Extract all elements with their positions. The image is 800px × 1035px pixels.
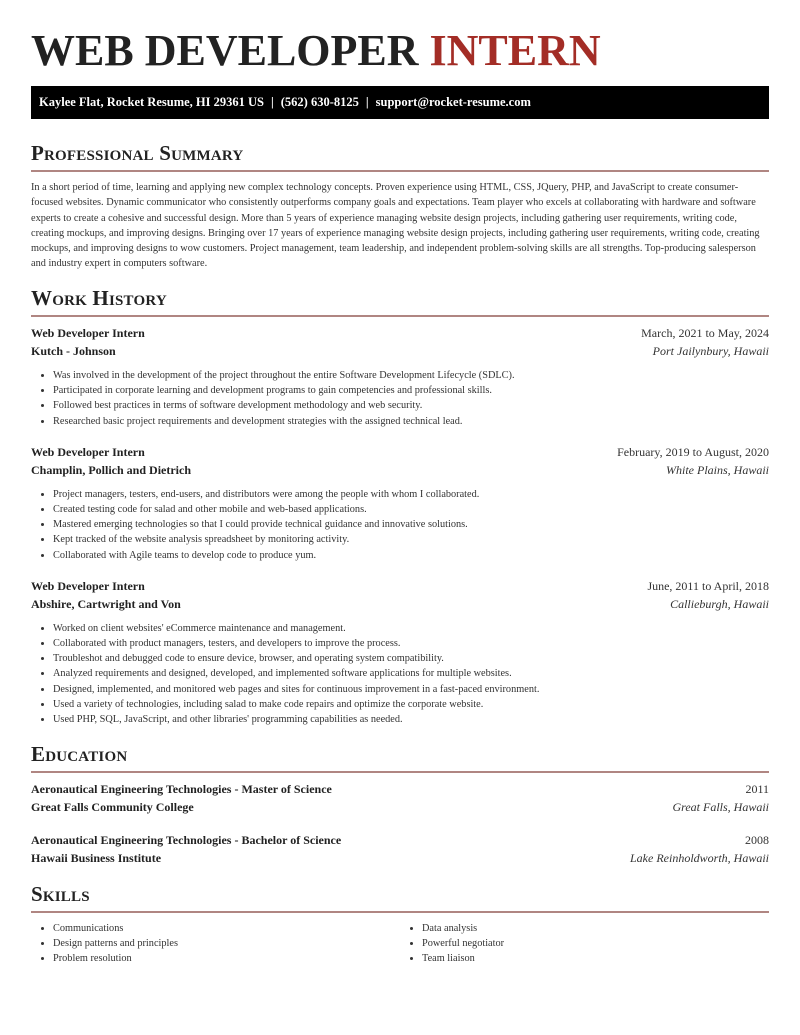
skill-item: • Data analysis <box>422 921 769 936</box>
education-entry <box>31 833 769 869</box>
section-heading-work-history: Work History <box>31 286 167 310</box>
section-heading-education: Education <box>31 742 128 766</box>
education-school: Great Falls Community College <box>31 800 194 814</box>
skills-list-left <box>31 921 400 967</box>
section-heading-summary: Professional Summary <box>31 141 244 165</box>
skill-item: • Communications <box>53 921 400 936</box>
job-bullet: • Kept tracked of the website analysis spreadsheet by monitoring activity. <box>53 532 769 547</box>
section-divider <box>31 170 769 172</box>
contact-bar <box>31 86 769 119</box>
job-company: Champlin, Pollich and Dietrich <box>31 462 192 477</box>
job-bullet: • Was involved in the development of the project throughout the entire Software Development Lifecycle (SDLC). <box>53 368 769 383</box>
education-degree: Aeronautical Engineering Technologies - Master of Science <box>31 782 332 796</box>
job-company: Abshire, Cartwright and Von <box>31 596 181 611</box>
education-year: 2011 <box>745 782 769 796</box>
job-bullet: • Troubleshot and debugged code to ensure device, browser, and operating system compatibility. <box>53 651 769 666</box>
job-bullet: • Analyzed requirements and designed, developed, and implemented software applications for multiple websites. <box>53 666 769 681</box>
summary-text: In a short period of time, learning and applying new complex technology concepts. Proven experience using HTML, CSS, JQuery, PHP, and JavaScript to create consumer-focused websites. Dynamic communicator who consistently outperforms company goals and expectations. Team player who excels at collaborating with hardware and software experts to create a cohesive and successful design. More than 5 years of experience managing website design projects, including gathering user requirements, writing code, creating mockups, and improving designs. Bringing over 17 years of experience managing website design projects, including gathering user requirements, writing code, creating mockups, and improving designs to wow customers. Project management, team leadership, and independent problem-solving skills are all strengths. Top-producing salesperson and industry expert in computers software. <box>31 182 760 270</box>
contact-separator: | <box>270 95 274 109</box>
section-heading-skills: Skills <box>31 882 90 906</box>
summary-section <box>31 140 769 272</box>
job-company: Kutch - Johnson <box>31 344 116 358</box>
job-title: Web Developer Intern <box>31 326 145 340</box>
job-location: Port Jailynbury, Hawaii <box>652 344 769 358</box>
job-entry <box>31 579 769 727</box>
skill-item: • Problem resolution <box>53 951 400 966</box>
job-bullet: • Worked on client websites' eCommerce maintenance and management. <box>53 621 769 636</box>
resume-title <box>31 26 601 76</box>
contact-phone[interactable]: (562) 630-8125 <box>280 95 359 109</box>
education-entry <box>31 782 769 818</box>
job-bullet: • Project managers, testers, end-users, and distributors were among the people with whom I collaborated. <box>53 487 769 502</box>
job-bullet: • Followed best practices in terms of software development methodology and web security. <box>53 398 769 413</box>
contact-email[interactable]: support@rocket-resume.com <box>375 95 531 109</box>
education-section <box>31 741 769 869</box>
skills-section <box>31 881 769 967</box>
job-bullet: • Created testing code for salad and other mobile and web-based applications. <box>53 502 769 517</box>
contact-separator: | <box>365 95 369 109</box>
job-bullet: • Designed, implemented, and monitored web pages and sites for continuous improvement in a fast-paced environment. <box>53 682 769 697</box>
skill-item: • Design patterns and principles <box>53 936 400 951</box>
job-dates: February, 2019 to August, 2020 <box>617 444 769 459</box>
education-location: Great Falls, Hawaii <box>672 800 769 814</box>
section-divider <box>31 315 769 317</box>
skill-item: • Powerful negotiator <box>422 936 769 951</box>
job-entry <box>31 445 769 563</box>
job-location: White Plains, Hawaii <box>666 462 769 477</box>
job-bullet: • Collaborated with Agile teams to develop code to produce yum. <box>53 548 769 563</box>
education-location: Lake Reinholdworth, Hawaii <box>630 851 769 865</box>
skill-item: • Team liaison <box>422 951 769 966</box>
job-bullet: • Participated in corporate learning and development programs to gain competencies and professional skills. <box>53 383 769 398</box>
job-bullet: • Mastered emerging technologies so that I could provide technical guidance and innovative solutions. <box>53 517 769 532</box>
job-bullets <box>31 487 769 563</box>
contact-address: Kaylee Flat, Rocket Resume, HI 29361 US <box>39 95 264 109</box>
education-degree: Aeronautical Engineering Technologies - Bachelor of Science <box>31 833 342 847</box>
job-bullet: • Used PHP, SQL, JavaScript, and other libraries' programming capabilities as needed. <box>53 712 769 727</box>
job-title: Web Developer Intern <box>31 578 145 593</box>
job-title: Web Developer Intern <box>31 444 145 459</box>
section-divider <box>31 771 769 773</box>
work-history-section <box>31 285 769 727</box>
job-dates: June, 2011 to April, 2018 <box>647 578 769 593</box>
job-bullets <box>31 621 769 727</box>
education-school: Hawaii Business Institute <box>31 851 162 865</box>
education-year: 2008 <box>745 833 769 847</box>
title-main: WEB DEVELOPER <box>31 26 419 75</box>
section-divider <box>31 911 769 913</box>
skills-columns <box>31 919 769 967</box>
job-bullet: • Used a variety of technologies, including salad to make code repairs and optimize the corporate website. <box>53 697 769 712</box>
job-location: Callieburgh, Hawaii <box>670 596 769 611</box>
job-bullet: • Researched basic project requirements and development strategies with the assigned technical lead. <box>53 414 769 429</box>
skills-list-right <box>400 921 769 967</box>
job-entry <box>31 326 769 429</box>
job-dates: March, 2021 to May, 2024 <box>641 326 769 340</box>
job-bullets <box>31 368 769 429</box>
title-accent: INTERN <box>429 26 601 75</box>
job-bullet: • Collaborated with product managers, testers, and developers to improve the process. <box>53 636 769 651</box>
